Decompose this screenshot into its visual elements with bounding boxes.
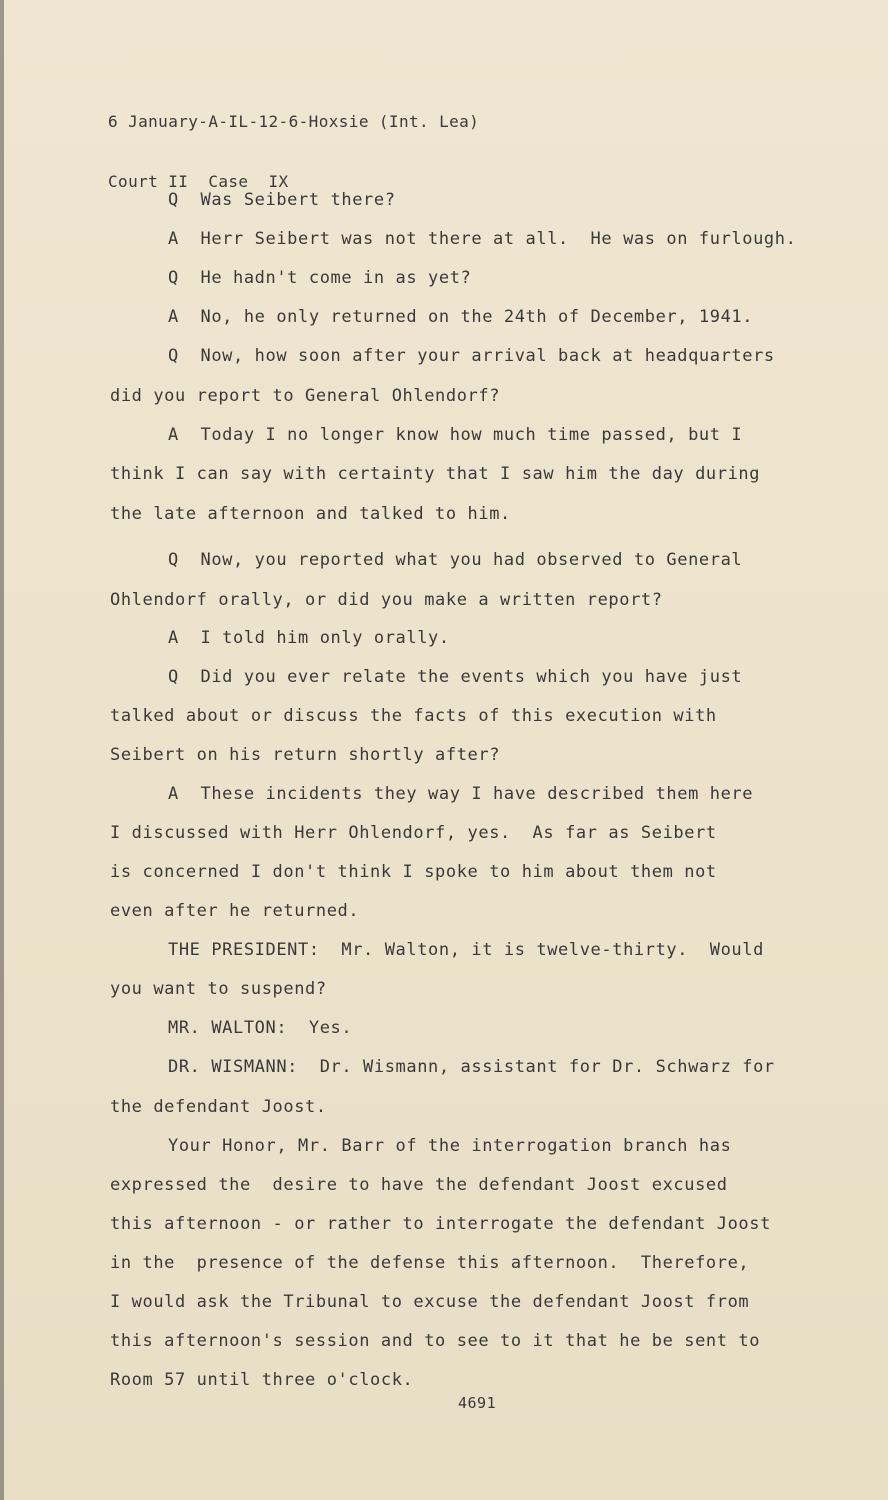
transcript-line: DR. WISMANN: Dr. Wismann, assistant for Dr. Schwarz for xyxy=(168,1057,775,1077)
transcript-line: even after he returned. xyxy=(110,901,360,921)
transcript-line: expressed the desire to have the defendant Joost excused xyxy=(110,1175,728,1195)
transcript-line: think I can say with certainty that I saw him the day during xyxy=(110,464,761,484)
transcript-line: Q He hadn't come in as yet? xyxy=(168,268,472,288)
transcript-line: in the presence of the defense this afternoon. Therefore, xyxy=(110,1253,750,1273)
transcript-line: Seibert on his return shortly after? xyxy=(110,745,501,765)
transcript-line: the late afternoon and talked to him. xyxy=(110,504,511,524)
transcript-line: the defendant Joost. xyxy=(110,1097,327,1117)
transcript-line: Q Did you ever relate the events which you have just xyxy=(168,667,743,687)
transcript-line: did you report to General Ohlendorf? xyxy=(110,386,501,406)
transcript-line: this afternoon - or rather to interrogate the defendant Joost xyxy=(110,1214,771,1234)
transcript-line: THE PRESIDENT: Mr. Walton, it is twelve-thirty. Would xyxy=(168,940,764,960)
transcript-line: Q Was Seibert there? xyxy=(168,190,396,210)
transcript-line: I discussed with Herr Ohlendorf, yes. As far as Seibert xyxy=(110,823,717,843)
transcript-line: Ohlendorf orally, or did you make a written report? xyxy=(110,590,663,610)
transcript-line: Q Now, you reported what you had observed to General xyxy=(168,550,743,570)
transcript-line: Room 57 until three o'clock. xyxy=(110,1370,414,1390)
transcript-line: A I told him only orally. xyxy=(168,628,450,648)
transcript-line: Your Honor, Mr. Barr of the interrogation branch has xyxy=(168,1136,732,1156)
transcript-line: A These incidents they way I have described them here xyxy=(168,784,754,804)
transcript-line: I would ask the Tribunal to excuse the defendant Joost from xyxy=(110,1292,750,1312)
transcript-line: A No, he only returned on the 24th of December, 1941. xyxy=(168,307,754,327)
transcript-line: A Herr Seibert was not there at all. He was on furlough. xyxy=(168,229,797,249)
transcript-line: Q Now, how soon after your arrival back at headquarters xyxy=(168,346,775,366)
header-line-1: 6 January-A-IL-12-6-Hoxsie (Int. Lea) xyxy=(108,112,480,131)
transcript-line: is concerned I don't think I spoke to him about them not xyxy=(110,862,717,882)
transcript-line: A Today I no longer know how much time passed, but I xyxy=(168,425,743,445)
header-line-2: Court II Case IX xyxy=(108,172,289,191)
transcript-line: this afternoon's session and to see to it that he be sent to xyxy=(110,1331,761,1351)
page-number: 4691 xyxy=(458,1394,497,1412)
page-edge xyxy=(0,0,4,1500)
transcript-line: you want to suspend? xyxy=(110,979,327,999)
transcript-line: MR. WALTON: Yes. xyxy=(168,1018,353,1038)
transcript-line: talked about or discuss the facts of this execution with xyxy=(110,706,717,726)
